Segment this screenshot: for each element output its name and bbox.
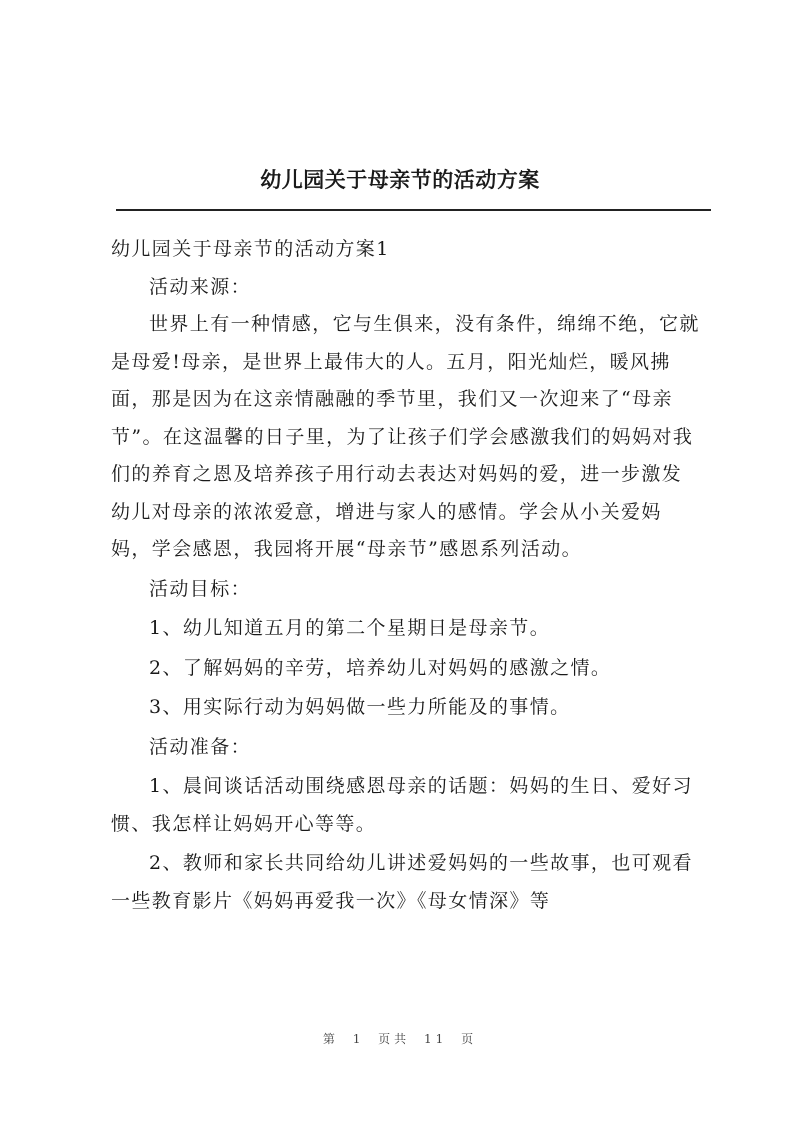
page-title: 幼儿园关于母亲节的活动方案 [260,168,540,192]
page-middle: 页共 [378,1032,411,1046]
page-total: 11 [424,1032,448,1046]
page-suffix: 页 [461,1032,478,1046]
title-divider [116,209,711,211]
page-prefix: 第 [322,1032,339,1046]
paragraph-preparation-2: 2、教师和家长共同给幼儿讲述爱妈妈的一些故事，也可观看一些教育影片《妈妈再爱我一次》《母女情深》等 [111,852,693,912]
page-number: 1 [352,1032,365,1046]
paragraph-goal-2: 2、了解妈妈的辛劳，培养幼儿对妈妈的感激之情。 [149,656,612,679]
paragraph-activity-source-label: 活动来源： [149,275,252,298]
paragraph-preparation-1: 1、晨间谈话活动围绕感恩母亲的话题：妈妈的生日、爱好习惯、我怎样让妈妈开心等等。 [111,775,693,835]
paragraph-activity-source: 世界上有一种情感，它与生俱来，没有条件，绵绵不绝，它就是母爱!母亲，是世界上最伟大的人。五月，阳光灿烂，暖风拂面，那是因为在这亲情融融的季节里，我们又一次迎来了“母亲节”。在这温馨的日子里，为了让孩子们学会感激我们的妈妈对我们的养育之恩及培养孩子用行动去表达对妈妈的爱，进一步激发幼儿对母亲的浓浓爱意，增进与家人的感情。学会从小关爱妈妈，学会感恩，我园将开展“母亲节”感恩系列活动。 [111,313,700,560]
paragraph-activity-goals-label: 活动目标： [149,577,252,600]
page-footer [0,1030,800,1047]
paragraph-goal-1: 1、幼儿知道五月的第二个星期日是母亲节。 [149,617,551,639]
document-body [111,231,701,920]
section-heading: 幼儿园关于母亲节的活动方案1 [111,238,390,260]
paragraph-goal-3: 3、用实际行动为妈妈做一些力所能及的事情。 [149,696,571,718]
paragraph-preparation-label: 活动准备： [149,735,252,758]
